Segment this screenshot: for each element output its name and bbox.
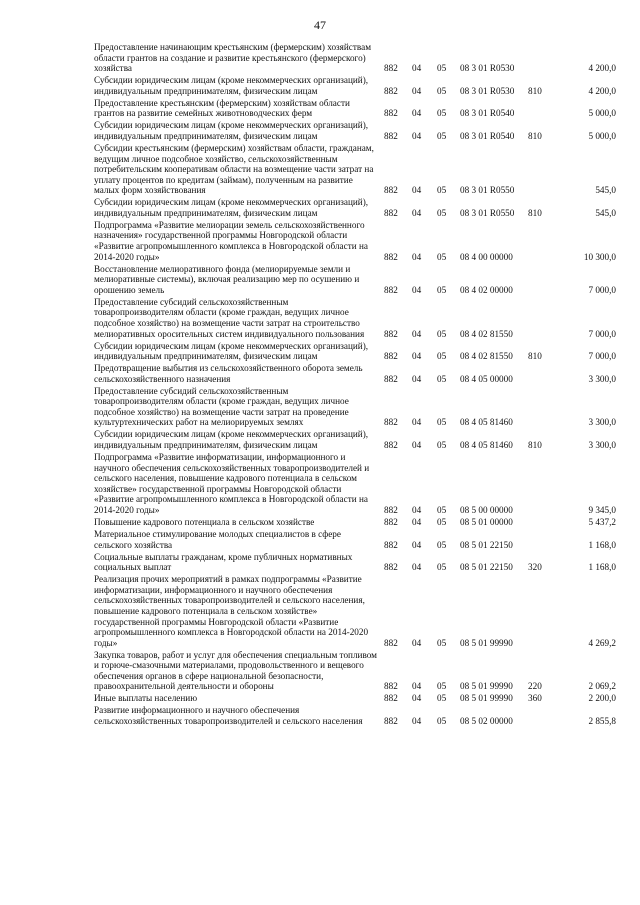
department-code: 882 [384,539,398,550]
department-code: 882 [384,207,398,218]
amount: 7 000,0 [588,328,616,339]
department-code: 882 [384,693,398,704]
target-article-code: 08 5 01 22150 [460,539,513,550]
section-code: 04 [412,284,422,295]
department-code: 882 [384,562,398,573]
expense-type-code: 810 [528,440,542,451]
table-row [94,517,616,528]
department-code: 882 [384,373,398,384]
amount: 4 269,2 [588,637,616,648]
target-article-code: 08 3 01 R0530 [460,85,515,96]
expense-type-code: 810 [528,351,542,362]
section-code: 04 [412,637,422,648]
row-description: Иные выплаты населению [94,693,198,704]
amount: 2 855,8 [588,716,616,727]
amount: 545,0 [595,207,616,218]
table-row [94,120,616,141]
row-description: Развитие информационного и научного обеспечения сельскохозяйственных товаропроизводителей и сельского населения [94,705,363,727]
row-description: Повышение кадрового потенциала в сельском хозяйстве [94,517,315,527]
expense-type-code: 810 [528,130,542,141]
subsection-code: 05 [437,693,447,704]
table-row [94,42,616,74]
table-row [94,552,616,573]
amount: 2 200,0 [588,693,616,704]
table-row [94,693,616,704]
table-row [94,75,616,96]
section-code: 04 [412,440,422,451]
subsection-code: 05 [437,251,447,262]
amount: 7 000,0 [588,351,616,362]
section-code: 04 [412,505,422,516]
row-description: Субсидии юридическим лицам (кроме некоммерческих организаций), индивидуальным предпринимателям, физическим лицам [94,340,369,362]
table-row [94,197,616,218]
department-code: 882 [384,351,398,362]
department-code: 882 [384,505,398,516]
page-number: 47 [314,18,326,32]
amount: 2 069,2 [588,681,616,692]
target-article-code: 08 4 05 81460 [460,417,513,428]
section-code: 04 [412,681,422,692]
subsection-code: 05 [437,562,447,573]
department-code: 882 [384,63,398,74]
table-row [94,341,616,362]
target-article-code: 08 3 01 R0540 [460,108,515,119]
row-description: Субсидии юридическим лицам (кроме некоммерческих организаций), индивидуальным предпринимателям, физическим лицам [94,197,369,218]
target-article-code: 08 5 01 99990 [460,637,513,648]
row-description: Социальные выплаты гражданам, кроме публичных нормативных социальных выплат [94,551,353,573]
department-code: 882 [384,85,398,96]
target-article-code: 08 3 01 R0550 [460,185,515,196]
row-description: Подпрограмма «Развитие информатизации, информационного и научного обеспечения сельскохозяйственных товаропроизводителей и сельского населения, повышение кадрового потенциала в сельском хозяйстве» государственной программы Новгородской области «Развитие агропромышленного комплекса в Новгородской области на 2014-2020 годы» [94,452,370,516]
section-code: 04 [412,517,422,527]
section-code: 04 [412,207,422,218]
row-description: Подпрограмма «Развитие мелиорации земель сельскохозяйственного назначения» государственной программы Новгородской области «Развитие агропромышленного комплекса в Новгородской области на 2014-2020 годы» [94,219,368,262]
table-row [94,220,616,262]
amount: 5 000,0 [588,130,616,141]
target-article-code: 08 4 02 81550 [460,351,513,362]
table-row [94,574,616,648]
section-code: 04 [412,351,422,362]
target-article-code: 08 4 05 00000 [460,373,513,384]
row-description: Предоставление начинающим крестьянским (фермерским) хозяйствам области грантов на создание и развитие крестьянского (фермерского) хозяйства [94,42,372,74]
target-article-code: 08 3 01 R0540 [460,130,515,141]
department-code: 882 [384,716,398,727]
amount: 3 300,0 [588,417,616,428]
amount: 5 437,2 [588,517,616,527]
department-code: 882 [384,681,398,692]
target-article-code: 08 5 01 00000 [460,517,513,527]
table-row [94,529,616,550]
expense-type-code: 360 [528,693,542,704]
amount: 545,0 [595,185,616,196]
table-row [94,386,616,428]
target-article-code: 08 5 01 99990 [460,693,513,704]
section-code: 04 [412,251,422,262]
target-article-code: 08 3 01 R0550 [460,207,515,218]
table-row [94,650,616,692]
target-article-code: 08 5 01 22150 [460,562,513,573]
amount: 10 300,0 [583,251,616,262]
table-row [94,264,616,296]
expense-type-code: 320 [528,562,542,573]
department-code: 882 [384,328,398,339]
department-code: 882 [384,108,398,119]
section-code: 04 [412,417,422,428]
row-description: Материальное стимулирование молодых специалистов в сфере сельского хозяйства [94,528,341,550]
department-code: 882 [384,440,398,451]
row-description: Субсидии крестьянским (фермерским) хозяйствам области, гражданам, ведущим личное подсобное хозяйство, сельскохозяйственным потребительским кооперативам области на возмещение части затрат на уплату процентов по кредитам (займам), полученным на развитие малых форм хозяйствования [94,142,374,196]
department-code: 882 [384,284,398,295]
amount: 5 000,0 [588,108,616,119]
table-row [94,363,616,384]
target-article-code: 08 3 01 R0530 [460,63,515,74]
subsection-code: 05 [437,637,447,648]
amount: 3 300,0 [588,440,616,451]
section-code: 04 [412,108,422,119]
section-code: 04 [412,716,422,727]
subsection-code: 05 [437,85,447,96]
department-code: 882 [384,517,398,527]
subsection-code: 05 [437,373,447,384]
target-article-code: 08 4 02 00000 [460,284,513,295]
row-description: Предоставление субсидий сельскохозяйственным товаропроизводителям области (кроме граждан, ведущих личное подсобное хозяйство) на возмещение части затрат на проведение культуртехнических работ на мелиорируемых землях [94,385,349,428]
row-description: Реализация прочих мероприятий в рамках подпрограммы «Развитие информатизации, информационного и научного обеспечения сельскохозяйственных товаропроизводителей и сельского населения, повышение кадрового потенциала в сельском хозяйстве» государственной программы Новгородской области «Развитие агропромышленного комплекса в Новгородской области на 2014-2020 годы» [94,574,369,648]
department-code: 882 [384,637,398,648]
table-row [94,98,616,119]
subsection-code: 05 [437,417,447,428]
section-code: 04 [412,539,422,550]
subsection-code: 05 [437,517,447,527]
expense-type-code: 810 [528,85,542,96]
row-description: Субсидии юридическим лицам (кроме некоммерческих организаций), индивидуальным предпринимателям, физическим лицам [94,75,369,96]
department-code: 882 [384,417,398,428]
department-code: 882 [384,185,398,196]
subsection-code: 05 [437,108,447,119]
row-description: Предоставление субсидий сельскохозяйственным товаропроизводителям области (кроме граждан, ведущих личное подсобное хозяйство) на возмещение части затрат на строительство мелиоративных оросительных систем индивидуального пользования [94,296,365,339]
amount: 7 000,0 [588,284,616,295]
target-article-code: 08 5 01 99990 [460,681,513,692]
subsection-code: 05 [437,351,447,362]
section-code: 04 [412,85,422,96]
subsection-code: 05 [437,681,447,692]
section-code: 04 [412,63,422,74]
amount: 3 300,0 [588,373,616,384]
section-code: 04 [412,130,422,141]
subsection-code: 05 [437,505,447,516]
table-row [94,452,616,516]
amount: 9 345,0 [588,505,616,516]
table-row [94,429,616,450]
section-code: 04 [412,562,422,573]
section-code: 04 [412,185,422,196]
subsection-code: 05 [437,207,447,218]
row-description: Субсидии юридическим лицам (кроме некоммерческих организаций), индивидуальным предпринимателям, физическим лицам [94,429,369,451]
subsection-code: 05 [437,539,447,550]
subsection-code: 05 [437,185,447,196]
amount: 1 168,0 [588,562,616,573]
subsection-code: 05 [437,716,447,727]
table-row [94,297,616,339]
target-article-code: 08 5 00 00000 [460,505,513,516]
target-article-code: 08 5 02 00000 [460,716,513,727]
expense-type-code: 810 [528,207,542,218]
department-code: 882 [384,130,398,141]
table-row [94,705,616,726]
row-description: Восстановление мелиоративного фонда (мелиорируемые земли и мелиоративные системы), включая реализацию мер по осушению и орошению земель [94,263,360,295]
amount: 4 200,0 [588,63,616,74]
row-description: Субсидии юридическим лицам (кроме некоммерческих организаций), индивидуальным предпринимателям, физическим лицам [94,120,369,141]
target-article-code: 08 4 02 81550 [460,328,513,339]
amount: 1 168,0 [588,539,616,550]
target-article-code: 08 4 05 81460 [460,440,513,451]
subsection-code: 05 [437,440,447,451]
subsection-code: 05 [437,63,447,74]
row-description: Предоставление крестьянским (фермерским) хозяйствам области грантов на развитие семейных животноводческих ферм [94,97,350,119]
expense-type-code: 220 [528,681,542,692]
table-row [94,143,616,196]
amount: 4 200,0 [588,85,616,96]
section-code: 04 [412,373,422,384]
target-article-code: 08 4 00 00000 [460,251,513,262]
department-code: 882 [384,251,398,262]
section-code: 04 [412,328,422,339]
subsection-code: 05 [437,130,447,141]
budget-table [94,42,616,728]
subsection-code: 05 [437,328,447,339]
row-description: Предотвращение выбытия из сельскохозяйственного оборота земель сельскохозяйственного назначения [94,363,363,384]
section-code: 04 [412,693,422,704]
row-description: Закупка товаров, работ и услуг для обеспечения специальным топливом и горюче-смазочными материалами, продовольственного и вещевого обеспечения органов в сфере национальной безопасности, правоохранительной деятельности и обороны [94,649,377,692]
subsection-code: 05 [437,284,447,295]
